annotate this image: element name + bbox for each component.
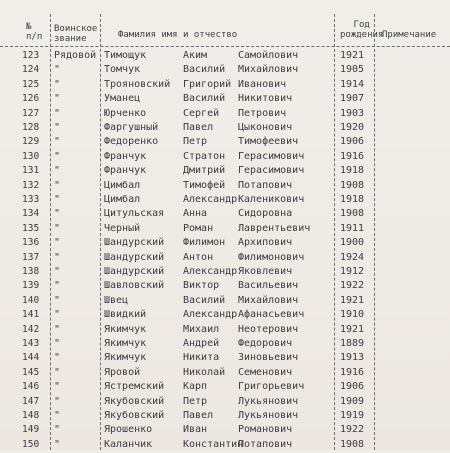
cell-year: 1907 bbox=[340, 93, 365, 105]
cell-num: 126 bbox=[22, 93, 40, 105]
cell-last: Трояновский bbox=[104, 78, 171, 90]
cell-patronymic: Лукьянович bbox=[238, 410, 299, 421]
cell-last: Федоренко bbox=[104, 136, 159, 148]
cell-last: Каланчик bbox=[104, 438, 153, 450]
header-num: № п/п bbox=[26, 22, 43, 42]
cell-num: 147 bbox=[22, 395, 40, 407]
cell-patronymic: Федорович bbox=[238, 338, 293, 349]
cell-patronymic: Герасимович bbox=[238, 150, 305, 162]
cell-patronymic: Тимофеевич bbox=[238, 136, 299, 148]
cell-first: Василий bbox=[183, 64, 226, 76]
cell-year: 1903 bbox=[340, 107, 365, 119]
cell-last: Франчук bbox=[104, 165, 147, 177]
cell-first: Василий bbox=[183, 294, 226, 306]
cell-year: 1921 bbox=[340, 323, 365, 335]
cell-year: 1908 bbox=[340, 179, 365, 191]
cell-rank: " bbox=[54, 280, 61, 292]
cell-last: Цимбал bbox=[104, 179, 141, 191]
cell-year: 1914 bbox=[340, 78, 365, 90]
cell-num: 140 bbox=[22, 294, 40, 306]
cell-first: Григорий bbox=[183, 78, 232, 90]
cell-num: 141 bbox=[22, 309, 40, 321]
cell-first: Аким bbox=[183, 50, 208, 61]
cell-first: Анна bbox=[183, 208, 208, 220]
cell-rank: " bbox=[54, 438, 61, 450]
cell-first: Александр bbox=[183, 309, 238, 321]
cell-year: 1906 bbox=[340, 381, 365, 393]
cell-rank: " bbox=[54, 251, 61, 263]
cell-rank: " bbox=[54, 424, 61, 436]
cell-last: Яровой bbox=[104, 366, 141, 378]
cell-rank: " bbox=[54, 237, 61, 249]
cell-year: 1911 bbox=[340, 222, 365, 234]
cell-last: Юрченко bbox=[104, 107, 147, 119]
cell-num: 148 bbox=[22, 410, 40, 421]
cell-last: Ярошенко bbox=[104, 424, 153, 436]
cell-first: Василий bbox=[183, 93, 226, 105]
cell-patronymic: Михайлович bbox=[238, 294, 299, 306]
cell-rank: " bbox=[54, 165, 61, 177]
cell-year: 1920 bbox=[340, 122, 365, 133]
cell-rank: " bbox=[54, 266, 61, 277]
cell-num: 146 bbox=[22, 381, 40, 393]
cell-patronymic: Иванович bbox=[238, 78, 287, 90]
cell-first: Александр bbox=[183, 194, 238, 205]
cell-last: Черный bbox=[104, 222, 141, 234]
cell-year: 1918 bbox=[340, 194, 365, 205]
cell-year: 1905 bbox=[340, 64, 365, 76]
cell-num: 129 bbox=[22, 136, 40, 148]
cell-num: 136 bbox=[22, 237, 40, 249]
cell-rank: " bbox=[54, 352, 61, 364]
cell-first: Павел bbox=[183, 122, 214, 133]
cell-first: Филимон bbox=[183, 237, 226, 249]
cell-first: Карп bbox=[183, 381, 208, 393]
cell-first: Константин bbox=[183, 438, 244, 450]
cell-rank: " bbox=[54, 208, 61, 220]
cell-year: 1909 bbox=[340, 395, 365, 407]
cell-num: 123 bbox=[22, 50, 40, 61]
cell-last: Якимчук bbox=[104, 323, 147, 335]
header-year: Год рождения bbox=[340, 20, 384, 40]
cell-patronymic: Цыконович bbox=[238, 122, 293, 133]
header-rank: Воинское звание bbox=[54, 24, 98, 44]
cell-first: Никита bbox=[183, 352, 220, 364]
cell-last: Томчук bbox=[104, 64, 141, 76]
cell-patronymic: Никитович bbox=[238, 93, 293, 105]
cell-year: 1916 bbox=[340, 150, 365, 162]
cell-last: Цитульская bbox=[104, 208, 165, 220]
cell-num: 138 bbox=[22, 266, 40, 277]
cell-year: 1922 bbox=[340, 424, 365, 436]
cell-year: 1910 bbox=[340, 309, 365, 321]
cell-num: 131 bbox=[22, 165, 40, 177]
cell-patronymic: Афанасьевич bbox=[238, 309, 305, 321]
cell-patronymic: Зиновьевич bbox=[238, 352, 299, 364]
cell-last: Шандурский bbox=[104, 266, 165, 277]
cell-last: Якубовский bbox=[104, 410, 165, 421]
cell-first: Петр bbox=[183, 395, 208, 407]
cell-num: 130 bbox=[22, 150, 40, 162]
cell-last: Швидкий bbox=[104, 309, 147, 321]
cell-rank: " bbox=[54, 64, 61, 76]
cell-patronymic: Васильевич bbox=[238, 280, 299, 292]
cell-last: Швец bbox=[104, 294, 129, 306]
cell-rank: " bbox=[54, 323, 61, 335]
cell-num: 124 bbox=[22, 64, 40, 76]
cell-first: Виктор bbox=[183, 280, 220, 292]
cell-patronymic: Яковлевич bbox=[238, 266, 293, 277]
cell-year: 1908 bbox=[340, 438, 365, 450]
cell-num: 150 bbox=[22, 438, 40, 450]
cell-patronymic: Сидоровна bbox=[238, 208, 293, 220]
header-name: Фамилия имя и отчество bbox=[118, 30, 238, 40]
cell-year: 1908 bbox=[340, 208, 365, 220]
cell-first: Роман bbox=[183, 222, 214, 234]
cell-last: Франчук bbox=[104, 150, 147, 162]
cell-last: Фаргушный bbox=[104, 122, 159, 133]
cell-year: 1918 bbox=[340, 165, 365, 177]
cell-year: 1900 bbox=[340, 237, 365, 249]
cell-rank: " bbox=[54, 136, 61, 148]
cell-first: Сергей bbox=[183, 107, 220, 119]
cell-first: Дмитрий bbox=[183, 165, 226, 177]
cell-last: Якимчук bbox=[104, 352, 147, 364]
cell-rank: " bbox=[54, 194, 61, 205]
cell-rank: " bbox=[54, 366, 61, 378]
cell-last: Цимбал bbox=[104, 194, 141, 205]
header-note: Примечание bbox=[382, 30, 437, 40]
cell-first: Петр bbox=[183, 136, 208, 148]
cell-rank: " bbox=[54, 122, 61, 133]
cell-rank: " bbox=[54, 78, 61, 90]
cell-first: Иван bbox=[183, 424, 208, 436]
cell-patronymic: Романович bbox=[238, 424, 293, 436]
cell-patronymic: Филимонович bbox=[238, 251, 305, 263]
cell-year: 1924 bbox=[340, 251, 365, 263]
cell-patronymic: Потапович bbox=[238, 179, 293, 191]
cell-rank: " bbox=[54, 395, 61, 407]
cell-num: 135 bbox=[22, 222, 40, 234]
cell-num: 144 bbox=[22, 352, 40, 364]
cell-last: Уманец bbox=[104, 93, 141, 105]
cell-rank: " bbox=[54, 150, 61, 162]
cell-num: 142 bbox=[22, 323, 40, 335]
cell-patronymic: Архипович bbox=[238, 237, 293, 249]
cell-year: 1922 bbox=[340, 280, 365, 292]
cell-patronymic: Петрович bbox=[238, 107, 287, 119]
cell-last: Тимощук bbox=[104, 50, 147, 61]
cell-num: 139 bbox=[22, 280, 40, 292]
cell-year: 1912 bbox=[340, 266, 365, 277]
cell-patronymic: Григорьевич bbox=[238, 381, 305, 393]
cell-last: Шавловский bbox=[104, 280, 165, 292]
cell-rank: " bbox=[54, 309, 61, 321]
cell-patronymic: Семенович bbox=[238, 366, 293, 378]
cell-patronymic: Михайлович bbox=[238, 64, 299, 76]
cell-rank: " bbox=[54, 222, 61, 234]
cell-patronymic: Лукьянович bbox=[238, 395, 299, 407]
cell-first: Михаил bbox=[183, 323, 220, 335]
cell-num: 128 bbox=[22, 122, 40, 133]
cell-num: 137 bbox=[22, 251, 40, 263]
cell-patronymic: Герасимович bbox=[238, 165, 305, 177]
cell-patronymic: Потапович bbox=[238, 438, 293, 450]
cell-last: Ястремский bbox=[104, 381, 165, 393]
cell-rank: " bbox=[54, 93, 61, 105]
cell-num: 145 bbox=[22, 366, 40, 378]
cell-year: 1919 bbox=[340, 410, 365, 421]
cell-first: Антон bbox=[183, 251, 214, 263]
cell-patronymic: Каленикович bbox=[238, 194, 305, 205]
cell-rank: " bbox=[54, 107, 61, 119]
cell-rank: Рядовой bbox=[54, 50, 97, 61]
cell-first: Александр bbox=[183, 266, 238, 277]
cell-patronymic: Самойлович bbox=[238, 50, 299, 61]
cell-first: Андрей bbox=[183, 338, 220, 349]
cell-rank: " bbox=[54, 381, 61, 393]
cell-year: 1906 bbox=[340, 136, 365, 148]
cell-rank: " bbox=[54, 338, 61, 349]
cell-year: 1889 bbox=[340, 338, 365, 349]
cell-year: 1916 bbox=[340, 366, 365, 378]
cell-first: Стратон bbox=[183, 150, 226, 162]
cell-num: 143 bbox=[22, 338, 40, 349]
cell-num: 127 bbox=[22, 107, 40, 119]
table-row bbox=[0, 436, 450, 453]
cell-year: 1913 bbox=[340, 352, 365, 364]
cell-last: Якубовский bbox=[104, 395, 165, 407]
cell-patronymic: Неотерович bbox=[238, 323, 299, 335]
cell-patronymic: Лаврентьевич bbox=[238, 222, 311, 234]
cell-rank: " bbox=[54, 410, 61, 421]
cell-first: Николай bbox=[183, 366, 226, 378]
cell-last: Якимчук bbox=[104, 338, 147, 349]
cell-first: Павел bbox=[183, 410, 214, 421]
cell-num: 132 bbox=[22, 179, 40, 191]
cell-rank: " bbox=[54, 294, 61, 306]
cell-num: 149 bbox=[22, 424, 40, 436]
cell-num: 134 bbox=[22, 208, 40, 220]
cell-year: 1921 bbox=[340, 294, 365, 306]
cell-last: Шандурский bbox=[104, 251, 165, 263]
cell-rank: " bbox=[54, 179, 61, 191]
cell-first: Тимофей bbox=[183, 179, 226, 191]
cell-num: 125 bbox=[22, 78, 40, 90]
cell-year: 1921 bbox=[340, 50, 365, 61]
cell-last: Шандурский bbox=[104, 237, 165, 249]
cell-num: 133 bbox=[22, 194, 40, 205]
